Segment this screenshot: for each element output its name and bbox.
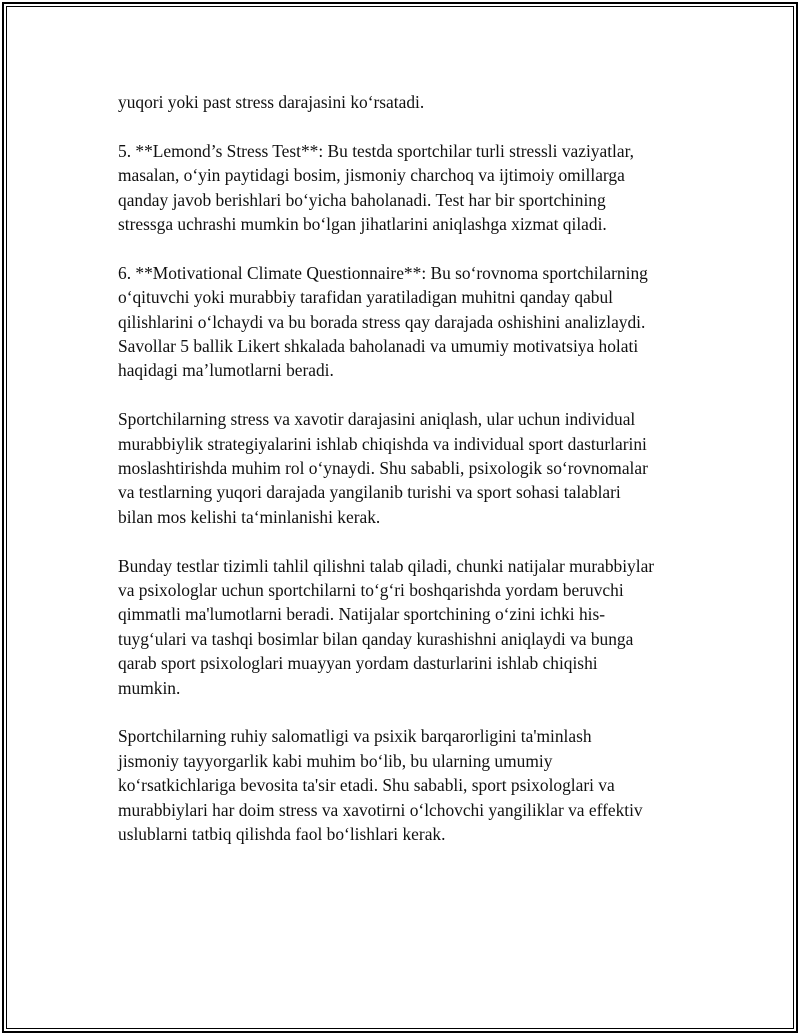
text-line: tuyg‘ulari va tashqi bosimlar bilan qanday kurashishni aniqlaydi va bunga: [118, 628, 634, 649]
text-line: mumkin.: [118, 677, 181, 698]
text-line: va testlarning yuqori darajada yangilanib turishi va sport sohasi talablari: [118, 482, 621, 503]
paragraph-1: [118, 90, 698, 114]
text-line: ko‘rsatkichlariga bevosita ta'sir etadi. Shu sababli, sport psixologlari va: [118, 775, 615, 796]
text-line: murabbiylari har doim stress va xavotirni o‘lchovchi yangiliklar va effektiv: [118, 799, 643, 820]
text-line: 6. **Motivational Climate Questionnaire**: Bu so‘rovnoma sportchilarning: [118, 262, 648, 283]
text-line: bilan mos kelishi ta‘minlanishi kerak.: [118, 506, 381, 527]
text-line: o‘qituvchi yoki murabbiy tarafidan yaratiladigan muhitni qanday qabul: [118, 287, 614, 308]
paragraph-6: [118, 724, 698, 846]
text-line: moslashtirishda muhim rol o‘ynaydi. Shu sababli, psixologik so‘rovnomalar: [118, 458, 648, 479]
paragraph-3: [118, 261, 698, 383]
text-line: jismoniy tayyorgarlik kabi muhim bo‘lib, bu ularning umumiy: [118, 750, 553, 771]
text-line: qimmatli ma'lumotlarni beradi. Natijalar sportchining o‘zini ichki his-: [118, 604, 606, 625]
document-body: [118, 90, 698, 871]
text-line: va psixologlar uchun sportchilarni to‘g‘ri boshqarishda yordam beruvchi: [118, 580, 624, 601]
text-line: qilishlarini o‘lchaydi va bu borada stress qay darajada oshishini analizlaydi.: [118, 311, 646, 332]
text-line: masalan, o‘yin paytidagi bosim, jismoniy charchoq va ijtimoiy omillarga: [118, 165, 625, 186]
text-line: haqidagi ma’lumotlarni beradi.: [118, 360, 334, 381]
text-line: Sportchilarning stress va xavotir darajasini aniqlash, ular uchun individual: [118, 409, 636, 430]
text-line: qanday javob berishlari bo‘yicha baholanadi. Test har bir sportchining: [118, 189, 606, 210]
text-line: uslublarni tatbiq qilishda faol bo‘lishlari kerak.: [118, 824, 446, 845]
text-line: stressga uchrashi mumkin bo‘lgan jihatlarini aniqlashga xizmat qiladi.: [118, 214, 607, 235]
text-line: murabbiylik strategiyalarini ishlab chiqishda va individual sport dasturlarini: [118, 433, 647, 454]
paragraph-4: [118, 407, 698, 529]
paragraph-2: [118, 139, 698, 237]
text-line: 5. **Lemond’s Stress Test**: Bu testda sportchilar turli stressli vaziyatlar,: [118, 140, 635, 161]
paragraph-5: [118, 554, 698, 700]
text-line: Bunday testlar tizimli tahlil qilishni talab qiladi, chunki natijalar murabbiylar: [118, 555, 655, 576]
text-line: Savollar 5 ballik Likert shkalada baholanadi va umumiy motivatsiya holati: [118, 336, 639, 357]
text-line: yuqori yoki past stress darajasini ko‘rsatadi.: [118, 92, 425, 112]
text-line: qarab sport psixologlari muayyan yordam dasturlarini ishlab chiqishi: [118, 653, 598, 674]
text-line: Sportchilarning ruhiy salomatligi va psixik barqarorligini ta'minlash: [118, 726, 592, 747]
